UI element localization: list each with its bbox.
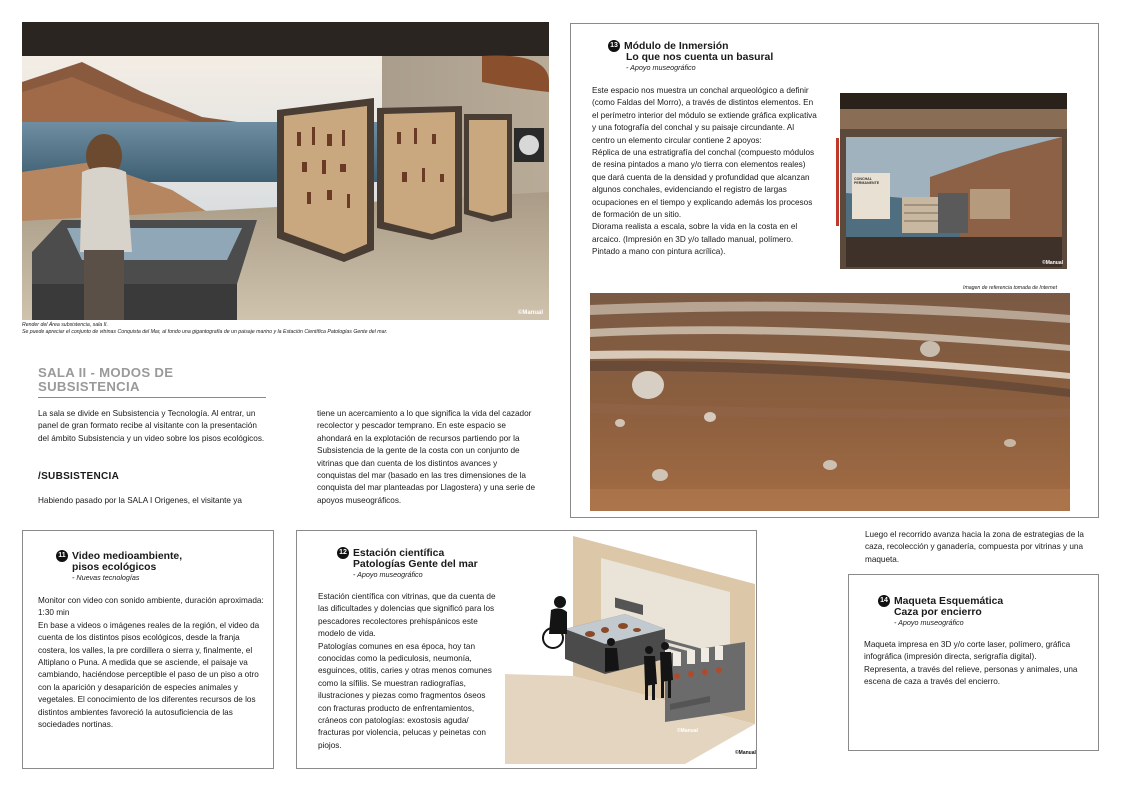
- module11-subtitle: - Nuevas tecnologías: [72, 573, 140, 582]
- module14-title-line1: Maqueta Esquemática: [894, 595, 1004, 607]
- module11-text: Monitor con video con sonido ambiente, duración aproximada: 1:30 min En base a videos o imágenes reales de la región, el video da cuenta de los distintos pisos ecológicos, desde la franja costera, los valles, la pre cordillera o sierra y, finalmente, el Altiplano o Puna. A medida que se asciende, el paisaje va cambiando, haciéndose perceptible el paso de un piso a otro con la aparición y desaparición de especies animales y vegetales. El conocimiento de los diferentes recursos de los distintos ambientes favoreció la autosuficiencia de las sociedades nortinas.: [38, 596, 264, 730]
- render-caption-line1: Render del Área subsistencia, sala II.: [22, 322, 108, 328]
- render-image: [22, 22, 549, 320]
- module14-title-line2: Caza por encierro: [894, 607, 982, 618]
- module13-title-line1: Módulo de Inmersión: [624, 40, 729, 52]
- scientific-station-illustration: [505, 534, 755, 764]
- module13-subtitle: - Apoyo museográfico: [626, 63, 696, 72]
- module13-accent-bar: [836, 138, 839, 226]
- module13-render-watermark: ©Manual: [1042, 260, 1063, 266]
- module12-number: 12: [337, 547, 349, 559]
- module12-subtitle: - Apoyo museográfico: [353, 570, 423, 579]
- museum-render-illustration: [22, 22, 549, 320]
- module14-text: Maqueta impresa en 3D y/o corte laser, polímero, gráfica infográfica (impresión directa, serigrafía digital). Representa, a través del relieve, personas y animales, una escena de caza a través del encierro.: [864, 640, 1078, 687]
- module12-page-watermark: ©Manual: [735, 750, 756, 756]
- module11-title-line1: Video medioambiente,: [72, 550, 183, 562]
- module13-number: 13: [608, 40, 620, 52]
- vitrine-1: [277, 98, 374, 262]
- tour-text: Luego el recorrido avanza hacia la zona de estrategias de la caza, recolección y ganadería, compuesta por vitrinas y una maqueta.: [865, 530, 1084, 564]
- module13-header: [608, 40, 773, 72]
- module12-text: Estación científica con vitrinas, que da cuenta de las dificultades y dolencias que significó para los pescadores recolectores prehispánicos este modelo de vida. Patologías comunes en esa época, hoy tan conocidas como la pediculosis, neumonía, esguinces, otitis, caries y otras menos comunes como la sífilis. Se muestran radiografías, ilustraciones y piezas como fragmentos óseos con fracturas producto de enfrentamientos, cráneos con patologías: exostosis aguda/ fracturas por violencia, pelucas y peinetas con piojos.: [318, 592, 496, 750]
- module14-subtitle: - Apoyo museográfico: [894, 618, 964, 627]
- module11-number: 11: [56, 550, 68, 562]
- vitrine-3: [464, 114, 512, 222]
- module13-image-caption: Imagen de referencia tomada de Internet: [963, 285, 1058, 291]
- module13-title-line2: Lo que nos cuenta un basural: [626, 52, 774, 63]
- sala-title-line1: SALA II - MODOS DE: [38, 365, 174, 380]
- render-caption-line2: Se puede apreciar el conjunto de vitrinas Conquista del Mar, al fondo una gigantografía de un paisaje marino y la Estación Científica Patologías Gente del mar.: [22, 328, 388, 335]
- sala-title: [38, 366, 173, 394]
- module12-render-watermark: ©Manual: [677, 728, 698, 734]
- module13-panel-label: CONCHAL PERMANENTE: [854, 177, 880, 186]
- stratigraphy-photo: [590, 293, 1070, 511]
- module12-title-line1: Estación científica: [353, 547, 445, 559]
- module14-number: 14: [878, 595, 890, 607]
- module11-header: [56, 550, 182, 582]
- module12-render: [505, 534, 755, 764]
- sala-intro: La sala se divide en Subsistencia y Tecnología. Al entrar, un panel de gran formato recibe al visitante con la presentación del ámbito Subsistencia y un video sobre los pisos ecológicos.: [38, 409, 265, 443]
- sala-title-divider: [38, 397, 266, 398]
- section-heading: /SUBSISTENCIA: [38, 471, 120, 482]
- sala-col1-end: Habiendo pasado por la SALA I Origenes, el visitante ya: [38, 496, 242, 505]
- module12-title-line2: Patologías Gente del mar: [353, 559, 478, 570]
- render-watermark: ©Manual: [517, 310, 543, 316]
- module12-header: [337, 547, 478, 579]
- module13-text: Este espacio nos muestra un conchal arqueológico a definir (como Faldas del Morro), a través de distintos elementos. En el perímetro interior del módulo se extiende gráfica explicativa y una fotografía del conchal y su paisaje circundante. Al centro un elemento circular contiene 2 apoyos: Réplica de una estratigrafía del conchal (compuesto módulos de resina pintados a mano y/o tierra con elementos reales) que dará cuenta de la densidad y profundidad que alcanzan algunos conchales, evidenciando el registro de largas ocupaciones en el tiempo y explicando además los procesos de formación de un sitio. Diorama realista a escala, sobre la vida en la costa en el arcaico. (Impresión en 3D y/o tallado manual, polímero. Pintado a mano con pintura acrílica).: [592, 86, 817, 257]
- sala-title-line2: SUBSISTENCIA: [38, 379, 140, 394]
- module11-title-line2: pisos ecológicos: [72, 562, 157, 573]
- shell-midden-stratigraphy-photo: [590, 293, 1070, 511]
- render-caption: [22, 322, 562, 335]
- module14-header: [878, 595, 1003, 627]
- vitrine-2: [377, 106, 462, 240]
- module13-render: [840, 93, 1067, 269]
- sala-col2: tiene un acercamiento a lo que significa la vida del cazador recolector y pescador temprano. En este espacio se ahondará en la explotación de recursos partiendo por la Subsistencia de la gente de la costa con un conjunto de vitrinas que dan cuenta de los distintos avances y conquistas del mar (basado en las tres dimensiones de la conquista del mar planteadas por Llagostera) y una serie de apoyos museográficos.: [317, 409, 536, 505]
